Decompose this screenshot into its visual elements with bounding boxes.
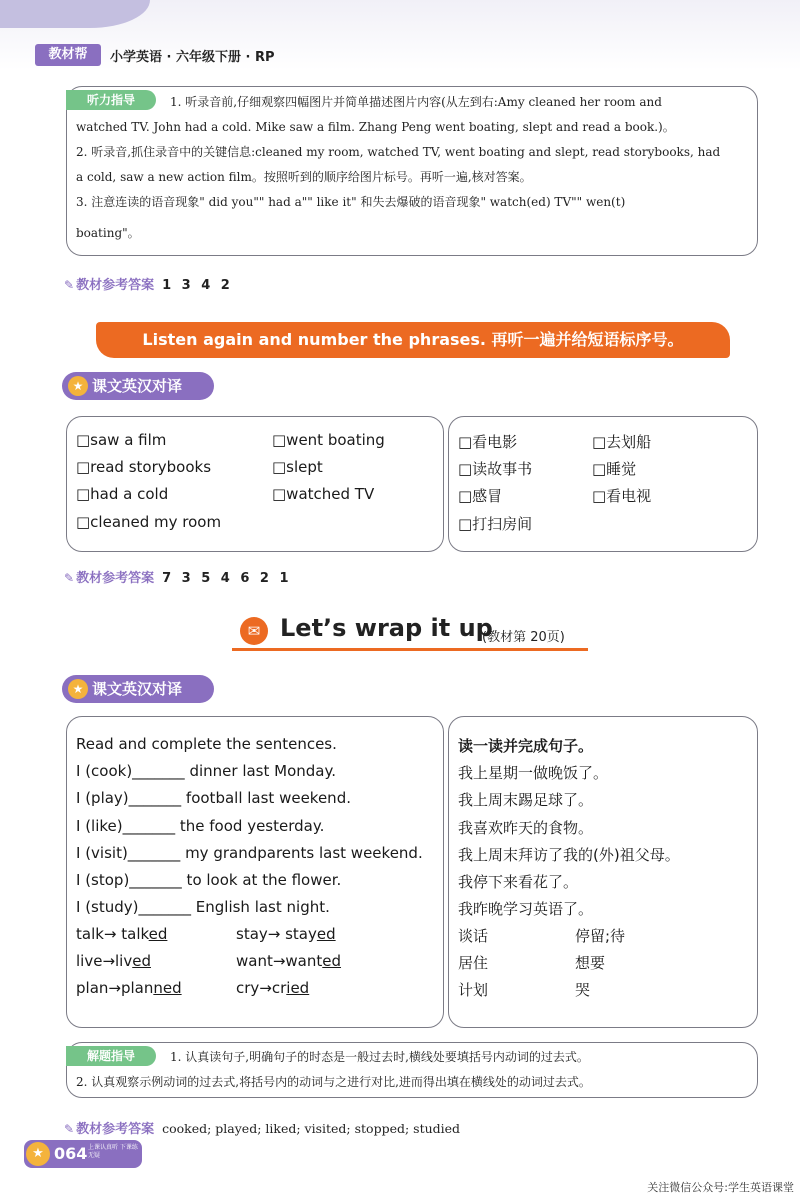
page-slogan: 上课认真听 下课练无疑: [88, 1144, 138, 1159]
verb-example: [236, 925, 336, 943]
phrase-item: □cleaned my room: [76, 513, 222, 531]
wrap-instruction-cn: 读一读并完成句子。: [458, 737, 594, 755]
wrap-sentence: I (like)_______ the food yesterday.: [76, 817, 325, 835]
pen-icon: ✎: [64, 571, 75, 585]
verb-suffix: ed: [316, 925, 336, 943]
wrap-sentence-cn: 我上周末踢足球了。: [458, 791, 594, 809]
reference-answer-1: [64, 274, 233, 293]
answer-label: 教材参考答案: [76, 1122, 155, 1137]
verb-base: plan→plan: [76, 979, 154, 997]
solving-guide-line: 1. 认真读句子,明确句子的时态是一般过去时,横线处要填括号内动词的过去式。: [170, 1050, 589, 1064]
wrap-sentence: I (study)_______ English last night.: [76, 898, 330, 916]
verb-meaning-cn: 居住: [458, 954, 489, 972]
phrase-item-cn: □看电视: [592, 487, 652, 505]
wrap-sentence: I (visit)_______ my grandparents last weekend.: [76, 844, 423, 862]
phrase-item-cn: □感冒: [458, 487, 503, 505]
phrase-item: □went boating: [272, 431, 385, 449]
guide-line: a cold, saw a new action film。按照听到的顺序给图片标号。再听一遍,核对答案。: [76, 170, 532, 184]
verb-suffix: ed: [132, 952, 151, 970]
verb-base: want→want: [236, 952, 323, 970]
solving-guide-line: 2. 认真观察示例动词的过去式,将括号内的动词与之进行对比,进而得出填在横线处的动词过去式。: [76, 1075, 591, 1089]
answer-values: 1 3 4 2: [162, 278, 233, 293]
phrase-item: □watched TV: [272, 485, 375, 503]
brand-tag: 教材帮: [35, 44, 101, 66]
wrap-sentence-cn: 我喜欢昨天的食物。: [458, 819, 594, 837]
solving-guide-label: 解题指导: [66, 1046, 156, 1066]
verb-base: stay→ stay: [236, 925, 317, 943]
wrap-sentence: I (stop)_______ to look at the flower.: [76, 871, 342, 889]
wrap-instruction: Read and complete the sentences.: [76, 735, 337, 753]
phrase-item: □read storybooks: [76, 458, 212, 476]
answer-values: 7 3 5 4 6 2 1: [162, 571, 292, 586]
section-title-translation: [62, 675, 214, 703]
phrase-item: □had a cold: [76, 485, 169, 503]
answer-values: cooked; played; liked; visited; stopped; studied: [162, 1121, 461, 1136]
footer-note: 关注微信公众号:学生英语课堂: [647, 1181, 794, 1194]
verb-example: [76, 979, 182, 997]
verb-base: live→liv: [76, 952, 133, 970]
pen-icon: ✎: [64, 1122, 75, 1136]
phrase-item: □saw a film: [76, 431, 167, 449]
verb-base: cry→cr: [236, 979, 287, 997]
phrase-item-cn: □看电影: [458, 433, 518, 451]
answer-label: 教材参考答案: [76, 278, 155, 293]
listening-guide-label: 听力指导: [66, 90, 156, 110]
wrap-sentence: I (play)_______ football last weekend.: [76, 789, 351, 807]
phrase-item-cn: □睡觉: [592, 460, 637, 478]
lesson-title: Let’s wrap it up: [280, 614, 493, 642]
reference-answer-2: [64, 567, 292, 586]
phrase-item-cn: □去划船: [592, 433, 652, 451]
verb-suffix: ied: [286, 979, 310, 997]
section-title-text: 课文英汉对译: [92, 377, 183, 395]
guide-line: 2. 听录音,抓住录音中的关键信息:cleaned my room, watched TV, went boating and slept, read storybooks, had: [76, 145, 721, 159]
verb-meaning-cn: 计划: [458, 981, 489, 999]
star-icon: ★: [26, 1142, 50, 1166]
reference-answer-3: [64, 1118, 460, 1137]
verb-base: talk→ talk: [76, 925, 149, 943]
activity-banner: Listen again and number the phrases. 再听一遍并给短语标序号。: [96, 322, 730, 358]
section-title-text: 课文英汉对译: [92, 680, 183, 698]
verb-meaning-cn: 想要: [575, 954, 606, 972]
verb-meaning-cn: 停留;待: [575, 927, 626, 945]
verb-example: [236, 979, 309, 997]
phrase-item-cn: □打扫房间: [458, 515, 533, 533]
wrap-sentence: I (cook)_______ dinner last Monday.: [76, 762, 336, 780]
verb-suffix: ed: [322, 952, 342, 970]
phrase-item: □slept: [272, 458, 323, 476]
section-title-translation: [62, 372, 214, 400]
verb-example: [76, 952, 151, 970]
lesson-underline: [232, 648, 588, 651]
guide-line: 3. 注意连读的语音现象" did you"" had a"" like it" 和失去爆破的语音现象" watch(ed) TV"" wen(t): [76, 195, 626, 209]
answer-label: 教材参考答案: [76, 571, 155, 586]
guide-line: boating"。: [76, 226, 140, 240]
verb-suffix: ned: [153, 979, 182, 997]
star-icon: ★: [68, 679, 88, 699]
speaker-icon: ✉: [240, 617, 268, 645]
verb-example: [76, 925, 167, 943]
wrap-sentence-cn: 我上星期一做晚饭了。: [458, 764, 609, 782]
verb-meaning-cn: 哭: [575, 981, 591, 999]
lesson-page-ref: (教材第 20页): [482, 630, 565, 645]
page-number: 064: [54, 1144, 88, 1163]
guide-line: 1. 听录音前,仔细观察四幅图片并简单描述图片内容(从左到右:Amy cleaned her room and: [170, 95, 662, 109]
phrase-item-cn: □读故事书: [458, 460, 533, 478]
guide-line: watched TV. John had a cold. Mike saw a film. Zhang Peng went boating, slept and read a book.)。: [76, 120, 675, 134]
star-icon: ★: [68, 376, 88, 396]
pen-icon: ✎: [64, 278, 75, 292]
wrap-sentence-cn: 我停下来看花了。: [458, 873, 579, 891]
verb-example: [236, 952, 341, 970]
wrap-sentence-cn: 我昨晚学习英语了。: [458, 900, 594, 918]
verb-meaning-cn: 谈话: [458, 927, 489, 945]
book-title: 小学英语 · 六年级下册 · RP: [110, 50, 275, 65]
verb-suffix: ed: [148, 925, 168, 943]
wrap-sentence-cn: 我上周末拜访了我的(外)祖父母。: [458, 846, 680, 864]
